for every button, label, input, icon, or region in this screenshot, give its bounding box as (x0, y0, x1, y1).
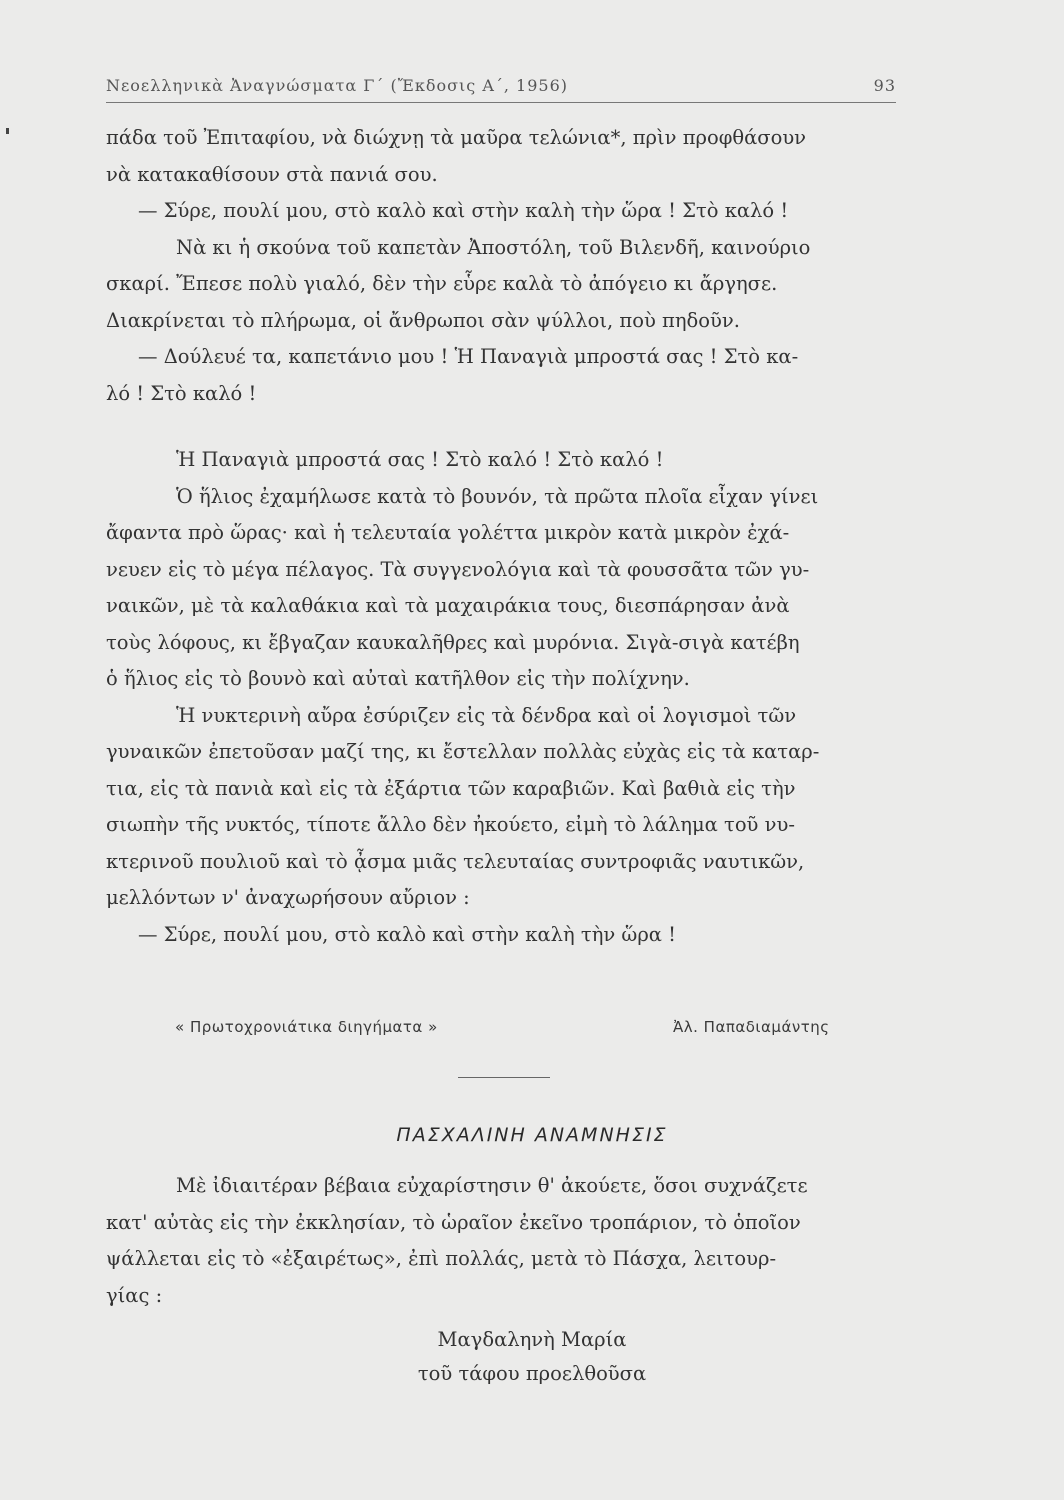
text-line: λό ! Στὸ καλό ! (106, 381, 257, 405)
margin-mark (6, 128, 9, 134)
running-title: Νεοελληνικὰ Ἀναγνώσματα Γ΄ (Ἔκδοσις Α΄, 1956) (106, 76, 569, 95)
text-line: νὰ κατακαθίσουν στὰ πανιά σου. (106, 162, 438, 186)
paragraph-gap (106, 412, 896, 442)
page-header (106, 72, 896, 103)
author-name: Ἀλ. Παπαδιαμάντης (673, 1018, 830, 1036)
text-line: σκαρί. Ἔπεσε πολὺ γιαλό, δὲν τὴν εὗρε καλὰ τὸ ἀπόγειο κι ἄργησε. (106, 272, 778, 295)
text-line: νευεν εἰς τὸ μέγα πέλαγος. Τὰ συγγενολόγια καὶ τὰ φουσσᾶτα τῶν γυ- (106, 557, 810, 581)
text-line: ψάλλεται εἰς τὸ «ἐξαιρέτως», ἐπὶ πολλάς, μετὰ τὸ Πάσχα, λειτουρ- (106, 1247, 777, 1270)
dialogue-line: — Σύρε, πουλί μου, στὸ καλὸ καὶ στὴν καλὴ τὴν ὥρα ! (138, 922, 676, 946)
section-title: ΠΑΣΧΑΛΙΝΗ ΑΝΑΜΝΗΣΙΣ (396, 1124, 668, 1146)
text-line: σιωπὴν τῆς νυκτός, τίποτε ἄλλο δὲν ἠκούετο, εἰμὴ τὸ λάλημα τοῦ νυ- (106, 813, 795, 836)
page-number: 93 (873, 76, 896, 95)
verse-line: τοῦ τάφου προελθοῦσα (417, 1362, 647, 1385)
verse-line: Μαγδαληνὴ Μαρία (437, 1328, 627, 1351)
text-line: κτερινοῦ πουλιοῦ καὶ τὸ ᾆσμα μιᾶς τελευταίας συντροφιᾶς ναυτικῶν, (106, 849, 805, 873)
text-line: Διακρίνεται τὸ πλήρωμα, οἱ ἄνθρωποι σὰν ψύλλοι, ποὺ πηδοῦν. (106, 308, 740, 332)
text-line: ναικῶν, μὲ τὰ καλαθάκια καὶ τὰ μαχαιράκια τους, διεσπάρησαν ἀνὰ (106, 594, 790, 617)
text-line: Ὁ ἥλιος ἐχαμήλωσε κατὰ τὸ βουνόν, τὰ πρῶτα πλοῖα εἶχαν γίνει (176, 484, 819, 508)
text-line: ὁ ἥλιος εἰς τὸ βουνὸ καὶ αὐταὶ κατῆλθον εἰς τὴν πολίχνην. (106, 667, 690, 690)
dialogue-line: — Δούλευέ τα, καπετάνιο μου ! Ἡ Παναγιὰ μπροστά σας ! Στὸ κα- (138, 345, 799, 368)
text-line: γυναικῶν ἐπετοῦσαν μαζί της, κι ἔστελλαν πολλὰς εὐχὰς εἰς τὰ καταρ- (106, 740, 820, 763)
text-line: Ἡ Παναγιὰ μπροστά σας ! Στὸ καλό ! Στὸ καλό ! (176, 448, 664, 471)
text-line: τια, εἰς τὰ πανιὰ καὶ εἰς τὰ ἐξάρτια τῶν καραβιῶν. Καὶ βαθιὰ εἰς τὴν (106, 776, 796, 800)
text-line: Νὰ κι ἡ σκούνα τοῦ καπετὰν Ἀποστόλη, τοῦ Βιλενδῆ, καινούριο (176, 235, 811, 259)
text-line: κατ' αὐτὰς εἰς τὴν ἐκκλησίαν, τὸ ὡραῖον ἐκεῖνο τροπάριον, τὸ ὁποῖον (106, 1210, 801, 1234)
story-text (106, 120, 896, 953)
text-line: ἄφαντα πρὸ ὥρας· καὶ ἡ τελευταία γολέττα μικρὸν κατὰ μικρὸν ἐχά- (106, 521, 790, 544)
hymn-verse (0, 1323, 1064, 1391)
section-divider (458, 1077, 550, 1078)
text-line: μελλόντων ν' ἀναχωρήσουν αὔριον : (106, 886, 470, 909)
section-text (106, 1168, 896, 1314)
text-line: τοὺς λόφους, κι ἔβγαζαν καυκαλῆθρες καὶ μυρόνια. Σιγὰ-σιγὰ κατέβη (106, 630, 800, 654)
dialogue-line: — Σύρε, πουλί μου, στὸ καλὸ καὶ στὴν καλὴ τὴν ὥρα ! Στὸ καλό ! (138, 199, 789, 222)
text-line: Ἡ νυκτερινὴ αὔρα ἐσύριζεν εἰς τὰ δένδρα καὶ οἱ λογισμοὶ τῶν (176, 703, 797, 727)
text-line: γίας : (106, 1283, 163, 1307)
text-line: πάδα τοῦ Ἐπιταφίου, νὰ διώχνῃ τὰ μαῦρα τελώνια*, πρὶν προφθάσουν (106, 126, 807, 149)
source-citation: « Πρωτοχρονιάτικα διηγήματα » (175, 1018, 438, 1036)
text-line: Μὲ ἰδιαιτέραν βέβαια εὐχαρίστησιν θ' ἀκούετε, ὅσοι συχνάζετε (176, 1174, 808, 1197)
